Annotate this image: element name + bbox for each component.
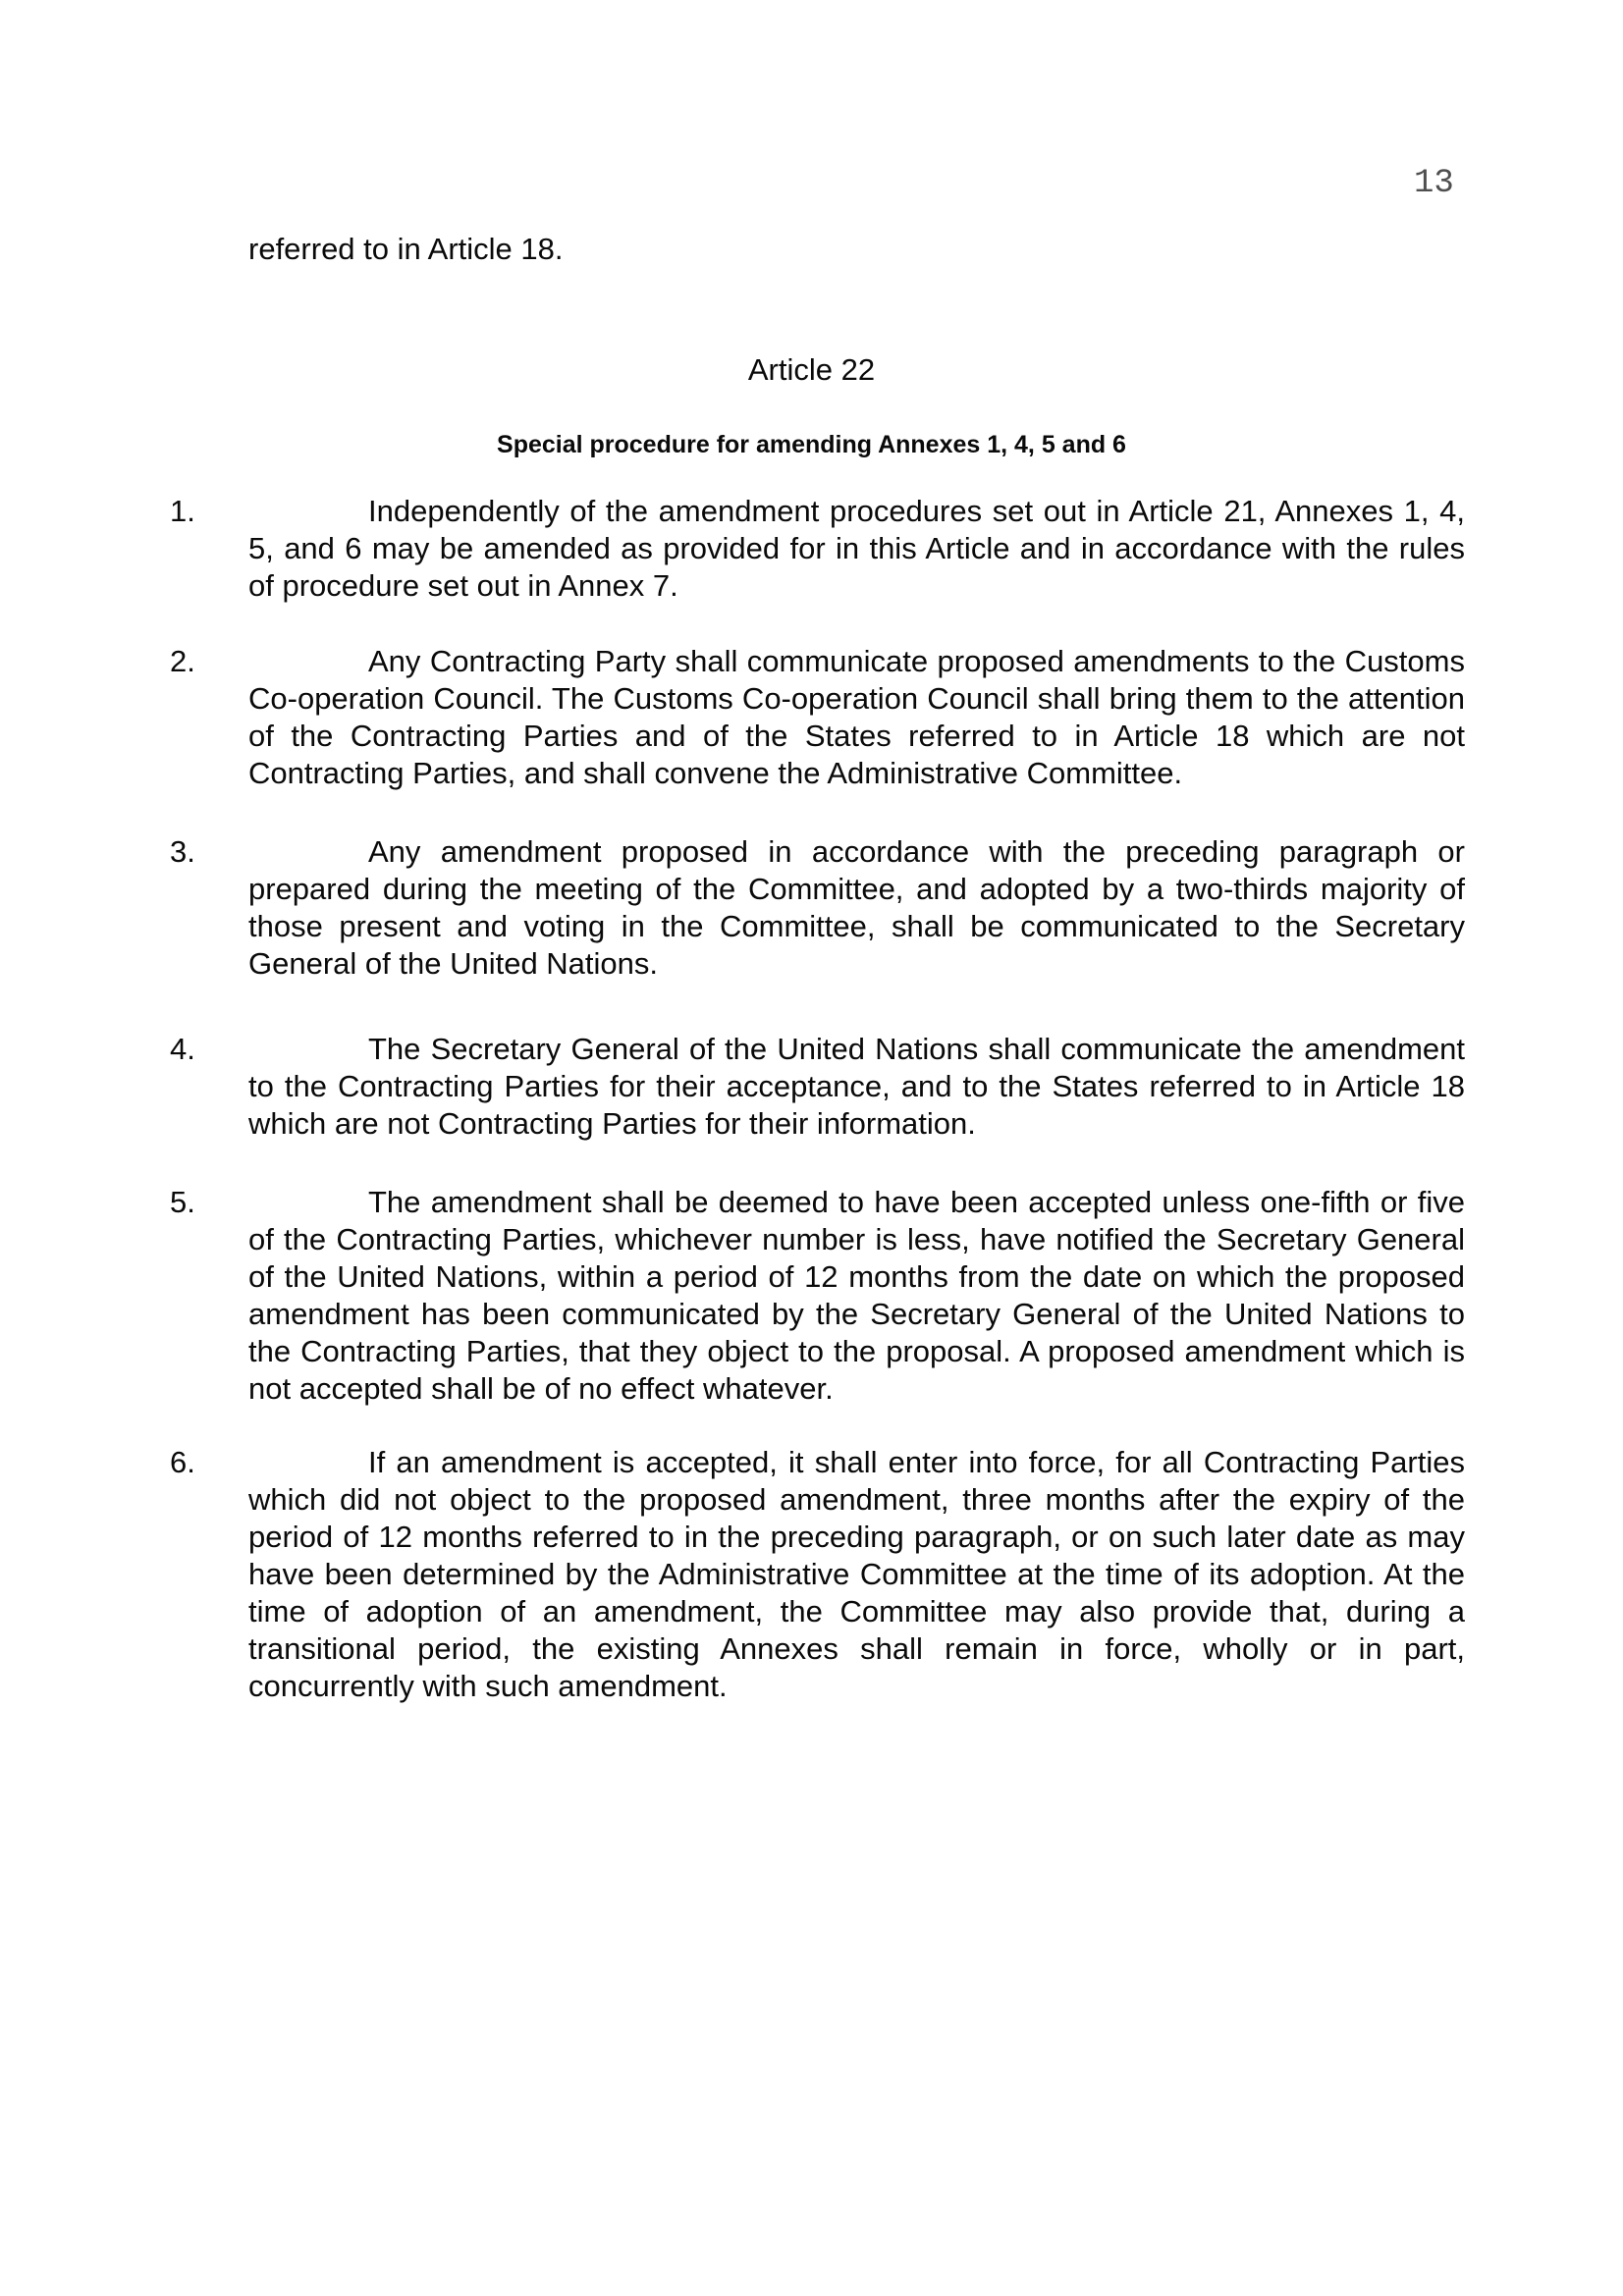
paragraph-number: 4. bbox=[170, 1032, 195, 1066]
numbered-paragraph bbox=[170, 1031, 1465, 1143]
paragraph-text: The amendment shall be deemed to have been accepted unless one-fifth or five of the Contracting Parties, whichever number is less, have notified the Secretary General of the United Nations, within a period of 12 months from the date on which the proposed amendment has been communicated by the Secretary General of the United Nations to the Contracting Parties, that they object to the proposal. A proposed amendment which is not accepted shall be of no effect whatever. bbox=[248, 1185, 1465, 1406]
paragraph-number: 6. bbox=[170, 1445, 195, 1479]
paragraph-number: 3. bbox=[170, 834, 195, 869]
paragraph-number: 5. bbox=[170, 1185, 195, 1219]
paragraph-text: Any Contracting Party shall communicate proposed amendments to the Customs Co-operation Council. The Customs Co-operation Council shall bring them to the attention of the Contracting Parties and of the States referred to in Article 18 which are not Contracting Parties, and shall convene the Administrative Committee. bbox=[248, 644, 1465, 790]
carryover-paragraph-line: referred to in Article 18. bbox=[248, 232, 564, 266]
paragraph-text: If an amendment is accepted, it shall enter into force, for all Contracting Parties which did not object to the proposed amendment, three months after the expiry of the period of 12 months referred to in the preceding paragraph, or on such later date as may have been determined by the Administrative Committee at the time of its adoption. At the time of adoption of an amendment, the Committee may also provide that, during a transitional period, the existing Annexes shall remain in force, wholly or in part, concurrently with such amendment. bbox=[248, 1445, 1465, 1703]
page-number: 13 bbox=[1414, 165, 1454, 202]
paragraph-text: The Secretary General of the United Nations shall communicate the amendment to the Contracting Parties for their acceptance, and to the States referred to in Article 18 which are not Contracting Parties for their information. bbox=[248, 1032, 1465, 1141]
paragraph-number: 2. bbox=[170, 644, 195, 678]
article-subtitle: Special procedure for amending Annexes 1, 4, 5 and 6 bbox=[497, 431, 1126, 458]
article-title: Article 22 bbox=[747, 352, 876, 387]
paragraph-number: 1. bbox=[170, 494, 195, 528]
numbered-paragraph bbox=[170, 643, 1465, 792]
numbered-paragraph bbox=[170, 833, 1465, 983]
numbered-paragraph bbox=[170, 493, 1465, 605]
numbered-paragraph bbox=[170, 1184, 1465, 1408]
numbered-paragraph bbox=[170, 1444, 1465, 1705]
paragraph-text: Independently of the amendment procedures set out in Article 21, Annexes 1, 4, 5, and 6 may be amended as provided for in this Article and in accordance with the rules of procedure set out in Annex 7. bbox=[248, 494, 1465, 603]
paragraph-text: Any amendment proposed in accordance with the preceding paragraph or prepared during the meeting of the Committee, and adopted by a two-thirds majority of those present and voting in the Committee, shall be communicated to the Secretary General of the United Nations. bbox=[248, 834, 1465, 981]
